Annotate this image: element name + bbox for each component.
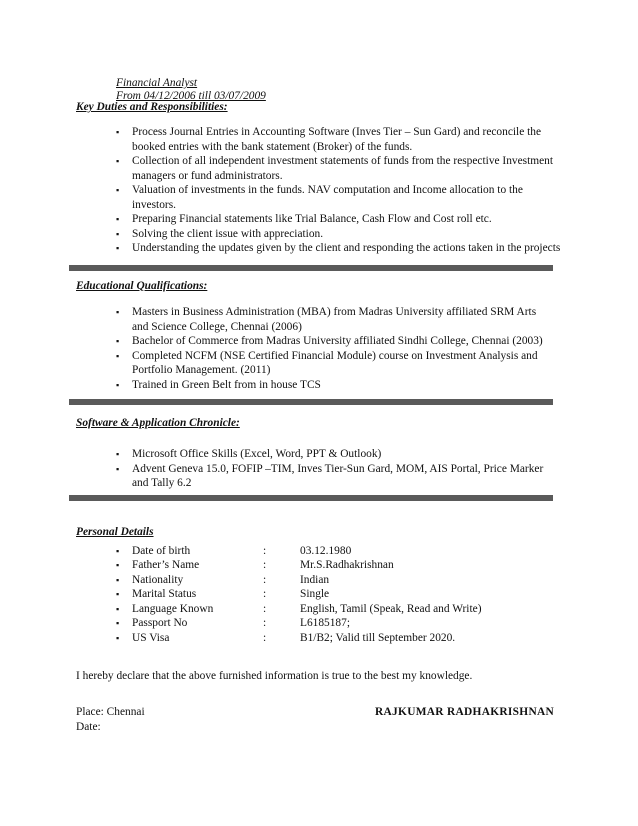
field-label: Passport No xyxy=(132,617,188,629)
field-label: Marital Status xyxy=(132,588,197,600)
bullet-icon: ▪ xyxy=(116,589,120,599)
education-heading: Educational Qualifications: xyxy=(76,280,208,292)
date-label: Date: xyxy=(76,721,101,733)
bullet-icon: ▪ xyxy=(116,185,120,195)
bullet-icon: ▪ xyxy=(116,350,120,361)
field-separator: : xyxy=(263,574,267,586)
field-separator: : xyxy=(263,545,267,557)
bullet-icon: ▪ xyxy=(116,379,120,390)
field-separator: : xyxy=(263,559,267,571)
bullet-icon: ▪ xyxy=(116,307,120,317)
field-separator: : xyxy=(263,617,267,629)
bullet-icon: ▪ xyxy=(116,575,120,585)
bullet-icon: ▪ xyxy=(116,243,120,253)
software-heading: Software & Application Chronicle: xyxy=(76,417,240,429)
field-value: L6185187; xyxy=(300,617,350,629)
bullet-icon: ▪ xyxy=(116,618,120,628)
bullet-icon: ▪ xyxy=(116,463,120,474)
personal-heading: Personal Details xyxy=(76,526,154,538)
job-period: From 04/12/2006 till 03/07/2009 xyxy=(116,90,266,102)
bullet-icon: ▪ xyxy=(116,633,120,643)
bullet-icon: ▪ xyxy=(116,156,120,166)
field-label: Father’s Name xyxy=(132,559,200,571)
bullet-icon: ▪ xyxy=(116,127,120,137)
field-separator: : xyxy=(263,603,267,615)
duties-heading: Key Duties and Responsibilities: xyxy=(76,101,228,113)
field-value: 03.12.1980 xyxy=(300,545,352,557)
bullet-icon: ▪ xyxy=(116,336,120,346)
field-value: English, Tamil (Speak, Read and Write) xyxy=(300,603,482,615)
list-item: ▪ Understanding the updates given by the client and responding the actions taken in the projects xyxy=(116,242,561,254)
software-list xyxy=(116,447,556,491)
list-item: ▪ Completed NCFM (NSE Certified Financial Module) course on Investment Analysis and Portfolio Management. (2011) xyxy=(116,349,538,376)
place-text: Place: Chennai xyxy=(76,706,145,718)
bullet-icon: ▪ xyxy=(116,214,120,224)
field-label: Nationality xyxy=(132,574,184,586)
field-label: Date of birth xyxy=(132,545,191,557)
list-item: ▪ Preparing Financial statements like Trial Balance, Cash Flow and Cost roll etc. xyxy=(116,213,492,225)
field-value: Indian xyxy=(300,574,330,586)
field-label: US Visa xyxy=(132,632,170,644)
bullet-icon: ▪ xyxy=(116,604,120,614)
duties-list xyxy=(116,125,564,256)
section-divider xyxy=(69,495,553,501)
list-item: ▪ Microsoft Office Skills (Excel, Word, PPT & Outlook) xyxy=(116,448,382,460)
bullet-icon: ▪ xyxy=(116,560,120,570)
bullet-icon: ▪ xyxy=(116,546,120,556)
list-item: ▪ Process Journal Entries in Accounting Software (Inves Tier – Sun Gard) and reconcile the booked entries with the bank statement (Broker) of the funds. xyxy=(116,126,542,153)
declaration-text: I hereby declare that the above furnished information is true to the best my knowledge. xyxy=(76,670,473,682)
list-item: ▪ Collection of all independent investment statements of funds from the respective Investment managers or fund administrators. xyxy=(116,155,554,182)
field-separator: : xyxy=(263,588,267,600)
field-value: Single xyxy=(300,588,330,600)
field-value: B1/B2; Valid till September 2020. xyxy=(300,632,456,644)
list-item: ▪ Masters in Business Administration (MBA) from Madras University affiliated SRM Arts and Science College, Chennai (2006) xyxy=(116,306,537,333)
section-divider xyxy=(69,399,553,405)
list-item: ▪ Valuation of investments in the funds. NAV computation and Income allocation to the investors. xyxy=(116,184,523,211)
list-item: ▪ Bachelor of Commerce from Madras University affiliated Sindhi College, Chennai (2003) xyxy=(116,335,543,347)
job-title: Financial Analyst xyxy=(116,77,198,89)
field-label: Language Known xyxy=(132,603,214,615)
list-item: ▪ Solving the client issue with appreciation. xyxy=(116,227,324,240)
field-separator: : xyxy=(263,632,267,644)
bullet-icon: ▪ xyxy=(116,228,120,239)
list-item: ▪ Trained in Green Belt from in house TCS xyxy=(116,378,321,391)
education-list xyxy=(116,305,548,392)
signatory-name: RAJKUMAR RADHAKRISHNAN xyxy=(375,706,555,718)
field-value: Mr.S.Radhakrishnan xyxy=(300,559,394,571)
section-divider xyxy=(69,265,553,271)
bullet-icon: ▪ xyxy=(116,449,120,459)
list-item: ▪ Advent Geneva 15.0, FOFIP –TIM, Inves Tier-Sun Gard, MOM, AIS Portal, Price Marker and Tally 6.2 xyxy=(116,462,544,489)
